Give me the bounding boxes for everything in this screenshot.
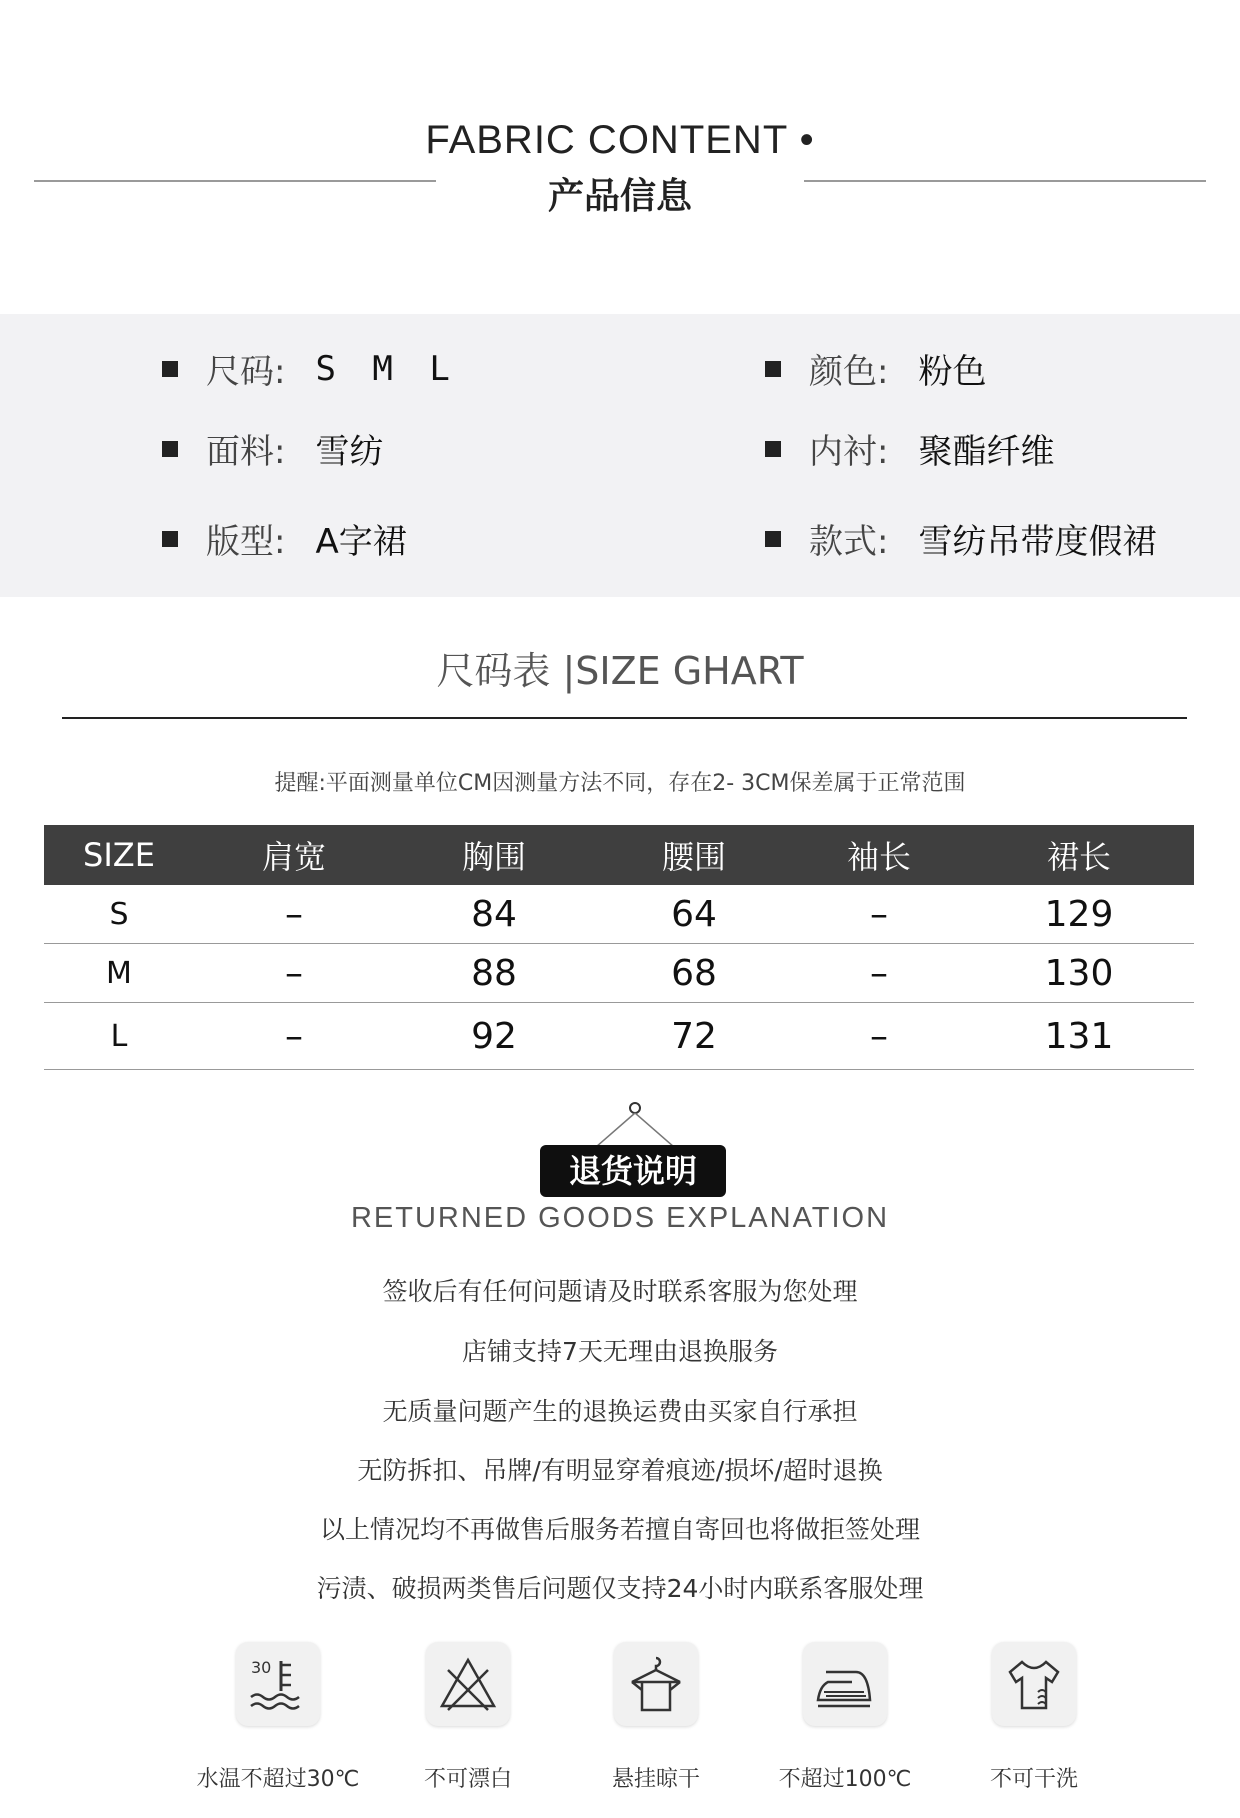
header-cell: 袖长 xyxy=(846,838,911,876)
care-label: 悬挂晾干 xyxy=(611,1767,700,1792)
table-cell: – xyxy=(285,1015,303,1057)
info-label: 款式: xyxy=(809,522,889,562)
info-item-color xyxy=(765,344,986,393)
header-cell: 腰围 xyxy=(661,838,726,876)
info-item-lining xyxy=(765,424,1054,473)
header-divider-right xyxy=(804,180,1206,182)
table-cell: – xyxy=(870,952,888,994)
no-bleach-icon xyxy=(426,1642,510,1726)
table-cell: – xyxy=(870,1015,888,1057)
table-cell: 72 xyxy=(671,1015,717,1057)
returns-line: 无防拆扣、吊牌/有明显穿着痕迹/损坏/超时退换 xyxy=(357,1456,883,1485)
care-label: 水温不超过30℃ xyxy=(196,1767,360,1792)
info-label: 颜色: xyxy=(809,352,889,392)
table-cell: 131 xyxy=(1044,1015,1114,1057)
bullet-icon xyxy=(765,361,781,377)
hanging-tag-icon xyxy=(590,1098,680,1148)
care-label: 不超过100℃ xyxy=(778,1767,912,1792)
table-cell: M xyxy=(106,955,132,991)
returns-line: 签收后有任何问题请及时联系客服为您处理 xyxy=(382,1277,858,1306)
header-cell: 裙长 xyxy=(1046,838,1111,876)
table-cell: 130 xyxy=(1044,952,1114,994)
returns-subtitle: RETURNED GOODS EXPLANATION xyxy=(350,1202,890,1234)
header-cell: 肩宽 xyxy=(261,838,326,876)
care-label: 不可漂白 xyxy=(423,1767,512,1792)
table-row xyxy=(44,944,1194,1003)
iron-100-icon xyxy=(803,1642,887,1726)
size-chart-divider xyxy=(62,717,1187,719)
info-label: 尺码: xyxy=(206,352,286,392)
table-cell: 129 xyxy=(1044,893,1114,935)
info-item-size xyxy=(162,344,458,393)
info-label: 内衬: xyxy=(809,432,889,472)
hang-dry-icon xyxy=(614,1642,698,1726)
bullet-icon xyxy=(162,531,178,547)
table-cell: 88 xyxy=(471,952,517,994)
info-item-fabric xyxy=(162,424,383,473)
no-dry-clean-icon xyxy=(992,1642,1076,1726)
product-info-title: 产品信息 xyxy=(547,176,692,217)
info-item-style xyxy=(765,514,1156,563)
returns-line: 污渍、破损两类售后问题仅支持24小时内联系客服处理 xyxy=(316,1574,924,1603)
table-header xyxy=(44,825,1194,885)
table-cell: 92 xyxy=(471,1015,517,1057)
returns-line: 无质量问题产生的退换运费由买家自行承担 xyxy=(382,1397,858,1426)
info-value: 粉色 xyxy=(918,352,987,392)
info-value: 雪纺吊带度假裙 xyxy=(918,522,1157,562)
size-chart-title: 尺码表 |SIZE GHART xyxy=(436,649,804,693)
bullet-icon xyxy=(162,361,178,377)
returns-title: 退货说明 xyxy=(540,1145,726,1197)
wash-temp-text: 30 xyxy=(251,1658,272,1677)
bullet-icon xyxy=(765,531,781,547)
info-value: A字裙 xyxy=(315,522,407,562)
info-value: 聚酯纤维 xyxy=(918,432,1055,472)
info-label: 面料: xyxy=(206,432,286,472)
table-cell: 64 xyxy=(671,893,717,935)
care-label: 不可干洗 xyxy=(989,1767,1078,1792)
wash-30-icon xyxy=(236,1642,320,1726)
info-label: 版型: xyxy=(206,522,286,562)
bullet-icon xyxy=(162,441,178,457)
bullet-icon xyxy=(765,441,781,457)
returns-line: 以上情况均不再做售后服务若擅自寄回也将做拒签处理 xyxy=(319,1515,920,1544)
returns-line: 店铺支持7天无理由退换服务 xyxy=(462,1337,778,1366)
measurement-note: 提醒:平面测量单位CM因测量方法不同，存在2- 3CM保差属于正常范围 xyxy=(274,771,966,796)
table-cell: – xyxy=(285,893,303,935)
table-cell: 84 xyxy=(471,893,517,935)
table-cell: S xyxy=(109,896,129,932)
info-value: S M L xyxy=(315,348,458,389)
info-item-fit xyxy=(162,514,407,563)
header-divider-left xyxy=(34,180,436,182)
table-cell: – xyxy=(870,893,888,935)
header-cell: SIZE xyxy=(83,836,155,874)
table-cell: 68 xyxy=(671,952,717,994)
size-table xyxy=(44,825,1194,1070)
table-row xyxy=(44,1003,1194,1070)
table-cell: L xyxy=(110,1018,128,1054)
header-cell: 胸围 xyxy=(461,838,526,876)
fabric-content-title: FABRIC CONTENT • xyxy=(425,118,815,162)
info-value: 雪纺 xyxy=(315,432,384,472)
table-cell: – xyxy=(285,952,303,994)
table-row xyxy=(44,885,1194,944)
